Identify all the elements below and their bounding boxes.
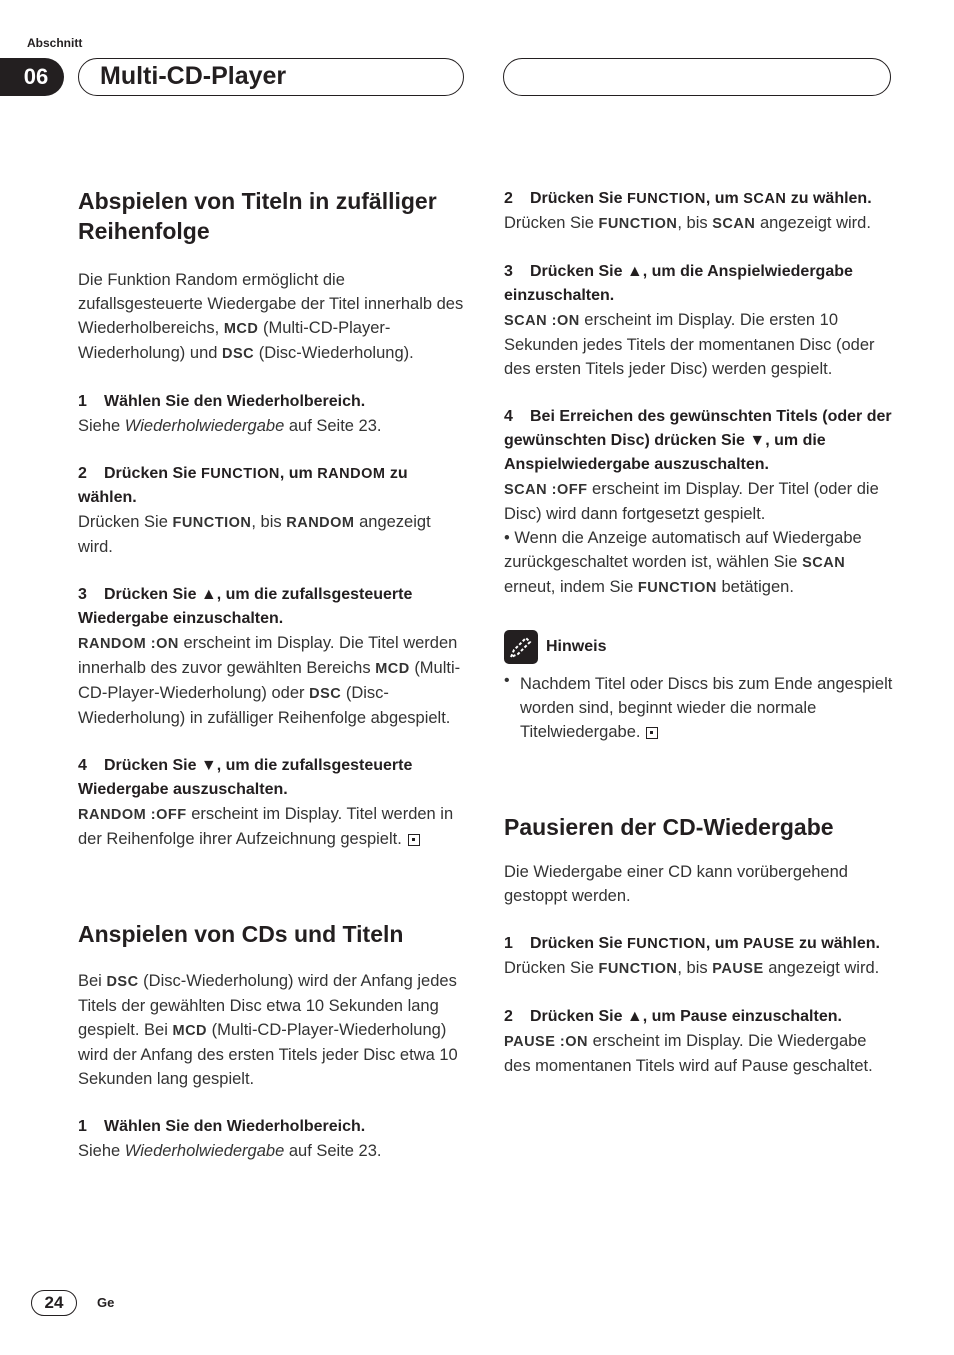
random-step-4-body: RANDOM :OFF erscheint im Display. Titel werden in der Reihenfolge ihrer Aufzeichnung gespielt. (78, 805, 454, 848)
note-title: Hinweis (546, 638, 607, 655)
scan-step-1-body: Siehe Wiederholwiedergabe auf Seite 23. (78, 1142, 382, 1160)
header-empty-frame (503, 58, 891, 96)
chapter-number-badge: 06 (0, 58, 64, 96)
random-step-4: 4 Drücken Sie ▼, um die zufallsgesteuerte Wiedergabe auszuschalten. (78, 757, 413, 798)
pause-step-1-body: Drücken Sie FUNCTION, bis PAUSE angezeigt wird. (504, 959, 880, 977)
language-code: Ge (97, 1295, 115, 1310)
pencil-note-icon (504, 630, 538, 664)
section-heading-pause: Pausieren der CD-Wiedergabe (504, 814, 834, 840)
scan-step-1: 1 Wählen Sie den Wiederholbereich. (78, 1118, 366, 1135)
pause-step-2-body: PAUSE :ON erscheint im Display. Die Wiedergabe des momentanen Titels wird auf Pause geschaltet. (504, 1032, 873, 1075)
random-step-1: 1 Wählen Sie den Wiederholbereich. (78, 393, 366, 410)
scan-step-3: 3 Drücken Sie ▲, um die Anspielwiedergabe einzuschalten. (504, 263, 853, 304)
pause-step-1: 1 Drücken Sie FUNCTION, um PAUSE zu wählen. (504, 935, 880, 952)
end-of-section-icon (408, 834, 420, 846)
chapter-title: Multi-CD-Player (100, 62, 287, 90)
random-step-3: 3 Drücken Sie ▲, um die zufallsgesteuerte Wiedergabe einzuschalten. (78, 586, 413, 627)
scan-step-3-body: SCAN :ON erscheint im Display. Die ersten 10 Sekunden jedes Titels der momentanen Disc (oder des ersten Titels jeder Disc) werden gespielt. (504, 311, 875, 378)
scan-step-4-bullet: • Wenn die Anzeige automatisch auf Wiedergabe zurückgeschaltet worden ist, wählen Sie SCAN erneut, indem Sie FUNCTION betätigen. (504, 529, 862, 596)
random-step-1-body: Siehe Wiederholwiedergabe auf Seite 23. (78, 417, 382, 435)
section-label: Abschnitt (27, 36, 83, 50)
random-intro: Die Funktion Random ermöglicht die zufallsgesteuerte Wiedergabe der Titel innerhalb des Wiederholbereichs, MCD (Multi-CD-Player-Wiederholung) und DSC (Disc-Wiederholung). (78, 271, 464, 362)
random-step-2-body: Drücken Sie FUNCTION, bis RANDOM angezeigt wird. (78, 513, 431, 556)
scan-step-4: 4 Bei Erreichen des gewünschten Titels (oder der gewünschten Disc) drücken Sie ▼, um die Anspielwiedergabe auszuschalten. (504, 408, 892, 473)
left-column (78, 186, 470, 1163)
random-step-2: 2 Drücken Sie FUNCTION, um RANDOM zu wählen. (78, 465, 408, 506)
note-item: • Nachdem Titel oder Discs bis zum Ende angespielt worden sind, beginnt wieder die normale Titelwiedergabe. (504, 672, 893, 741)
scan-intro: Bei DSC (Disc-Wiederholung) wird der Anfang jedes Titels der gewählten Disc etwa 10 Sekunden lang gespielt. Bei MCD (Multi-CD-Player-Wiederholung) wird der Anfang des ersten Titels jeder Disc etwa 10 Sekunden lang gespielt. (78, 972, 458, 1088)
pause-step-2: 2 Drücken Sie ▲, um Pause einzuschalten. (504, 1008, 842, 1025)
right-column (504, 187, 896, 1078)
section-heading-random: Abspielen von Titeln in zufälliger Reihenfolge (78, 188, 437, 244)
random-step-3-body: RANDOM :ON erscheint im Display. Die Titel werden innerhalb des zuvor gewählten Bereichs MCD (Multi-CD-Player-Wiederholung) oder DSC (Disc-Wiederholung) in zufälliger Reihenfolge abgespielt. (78, 634, 461, 727)
section-heading-scan: Anspielen von CDs und Titeln (78, 921, 404, 947)
scan-step-2: 2 Drücken Sie FUNCTION, um SCAN zu wählen. (504, 190, 872, 207)
page-number: 24 (31, 1290, 77, 1316)
scan-step-2-body: Drücken Sie FUNCTION, bis SCAN angezeigt wird. (504, 214, 871, 232)
scan-step-4-body: SCAN :OFF erscheint im Display. Der Titel (oder die Disc) wird dann fortgesetzt gespielt. (504, 480, 879, 523)
pause-intro: Die Wiedergabe einer CD kann vorübergehend gestoppt werden. (504, 863, 848, 905)
end-of-section-icon (646, 727, 658, 739)
note-header (504, 630, 896, 664)
